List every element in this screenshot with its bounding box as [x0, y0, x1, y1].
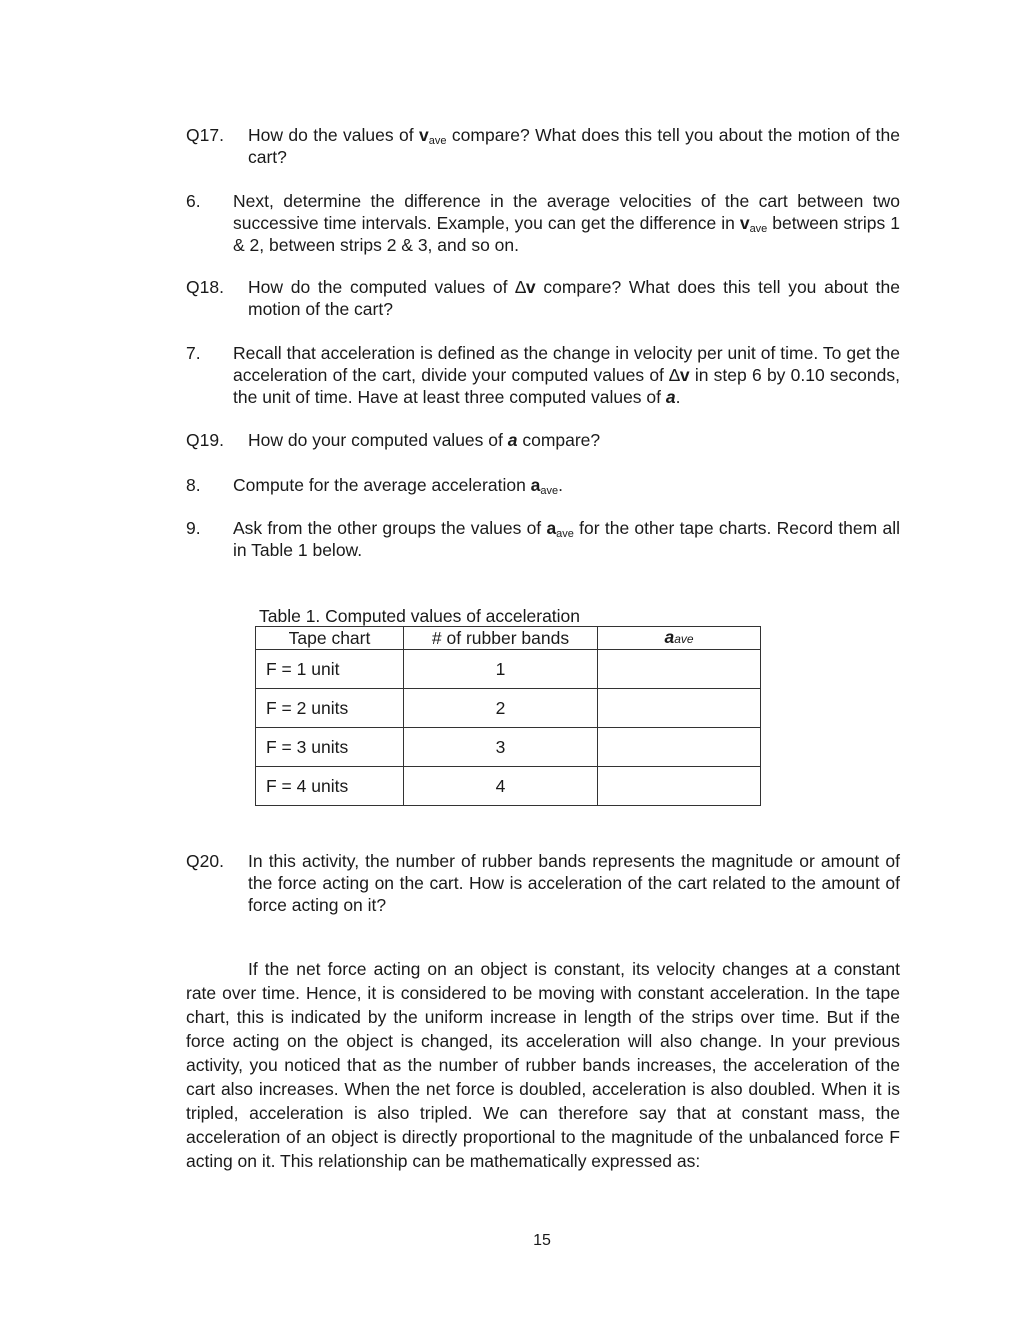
item-label: 7.: [186, 343, 201, 363]
item-label: 8.: [186, 475, 201, 495]
item-text: Compute for the average acceleration $a_{ave}$.: [233, 475, 564, 497]
item-label: Q17.: [186, 125, 224, 145]
table-row: [256, 689, 761, 728]
cell-a-ave: [598, 728, 761, 767]
item-label: 6.: [186, 191, 201, 211]
step-7: [186, 342, 900, 408]
table-row: [256, 650, 761, 689]
cell-tape-chart: F = 2 units: [256, 689, 404, 728]
item-text: Next, determine the difference in the average velocities of the cart between two successive time intervals. Example, you can get the difference in $v_{ave}$ between strips 1 & 2, between strips 2 & 3, and so on.: [233, 191, 901, 255]
page-number: 15: [533, 1232, 551, 1249]
header-tape-chart: Tape chart: [256, 627, 404, 650]
question-q19: [186, 429, 900, 451]
item-text: How do the values of $v_{ave}$ compare? What does this tell you about the motion of the cart?: [248, 125, 901, 167]
cell-rubber-bands: 1: [404, 650, 598, 689]
question-q17: [186, 124, 900, 168]
header-rubber-bands: # of rubber bands: [404, 627, 598, 650]
item-text: Recall that acceleration is defined as the change in velocity per unit of time. To get the acceleration of the cart, divide your computed values of ∆v in step 6 by 0.10 seconds, the unit of time. Have at least three computed values of a.: [233, 343, 900, 407]
cell-a-ave: [598, 650, 761, 689]
cell-tape-chart: F = 1 unit: [256, 650, 404, 689]
question-q20: [186, 850, 900, 916]
item-text: Ask from the other groups the values of $a_{ave}$ for the other tape charts. Record them all in Table 1 below.: [233, 518, 900, 560]
table-caption: Table 1. Computed values of acceleration: [259, 606, 581, 626]
acceleration-table: [255, 626, 761, 806]
step-6: [186, 190, 900, 256]
cell-rubber-bands: 4: [404, 767, 598, 806]
body-paragraph: If the net force acting on an object is constant, its velocity changes at a constant rate over time. Hence, it is considered to be moving with constant acceleration. In the tape chart, this is indicated by the uniform increase in length of the strips over time. But if the force acting on the object is changed, its acceleration will also change. In your previous activity, you noticed that as the number of rubber bands increases, the acceleration of the cart also increases. When the net force is doubled, acceleration is also doubled. When it is tripled, acceleration is also tripled. We can therefore say that at constant mass, the acceleration of an object is directly proportional to the magnitude of the unbalanced force F acting on it. This relationship can be mathematically expressed as:: [186, 959, 900, 1171]
step-9: [186, 517, 900, 561]
cell-a-ave: [598, 689, 761, 728]
item-label: Q18.: [186, 277, 224, 297]
item-text: How do the computed values of ∆v compare? What does this tell you about the motion of the cart?: [248, 277, 900, 319]
item-text: How do your computed values of a compare?: [248, 430, 601, 450]
table-row: [256, 728, 761, 767]
item-text: In this activity, the number of rubber bands represents the magnitude or amount of the force acting on the cart. How is acceleration of the cart related to the amount of force acting on it?: [248, 851, 900, 915]
cell-a-ave: [598, 767, 761, 806]
cell-tape-chart: F = 4 units: [256, 767, 404, 806]
cell-rubber-bands: 3: [404, 728, 598, 767]
question-q18: [186, 276, 900, 320]
item-label: Q19.: [186, 430, 224, 450]
cell-rubber-bands: 2: [404, 689, 598, 728]
table-row: [256, 767, 761, 806]
table-header-row: [256, 627, 761, 650]
step-8: [186, 474, 900, 496]
cell-tape-chart: F = 3 units: [256, 728, 404, 767]
item-label: Q20.: [186, 851, 224, 871]
header-a-ave: aave: [598, 627, 761, 650]
item-label: 9.: [186, 518, 201, 538]
